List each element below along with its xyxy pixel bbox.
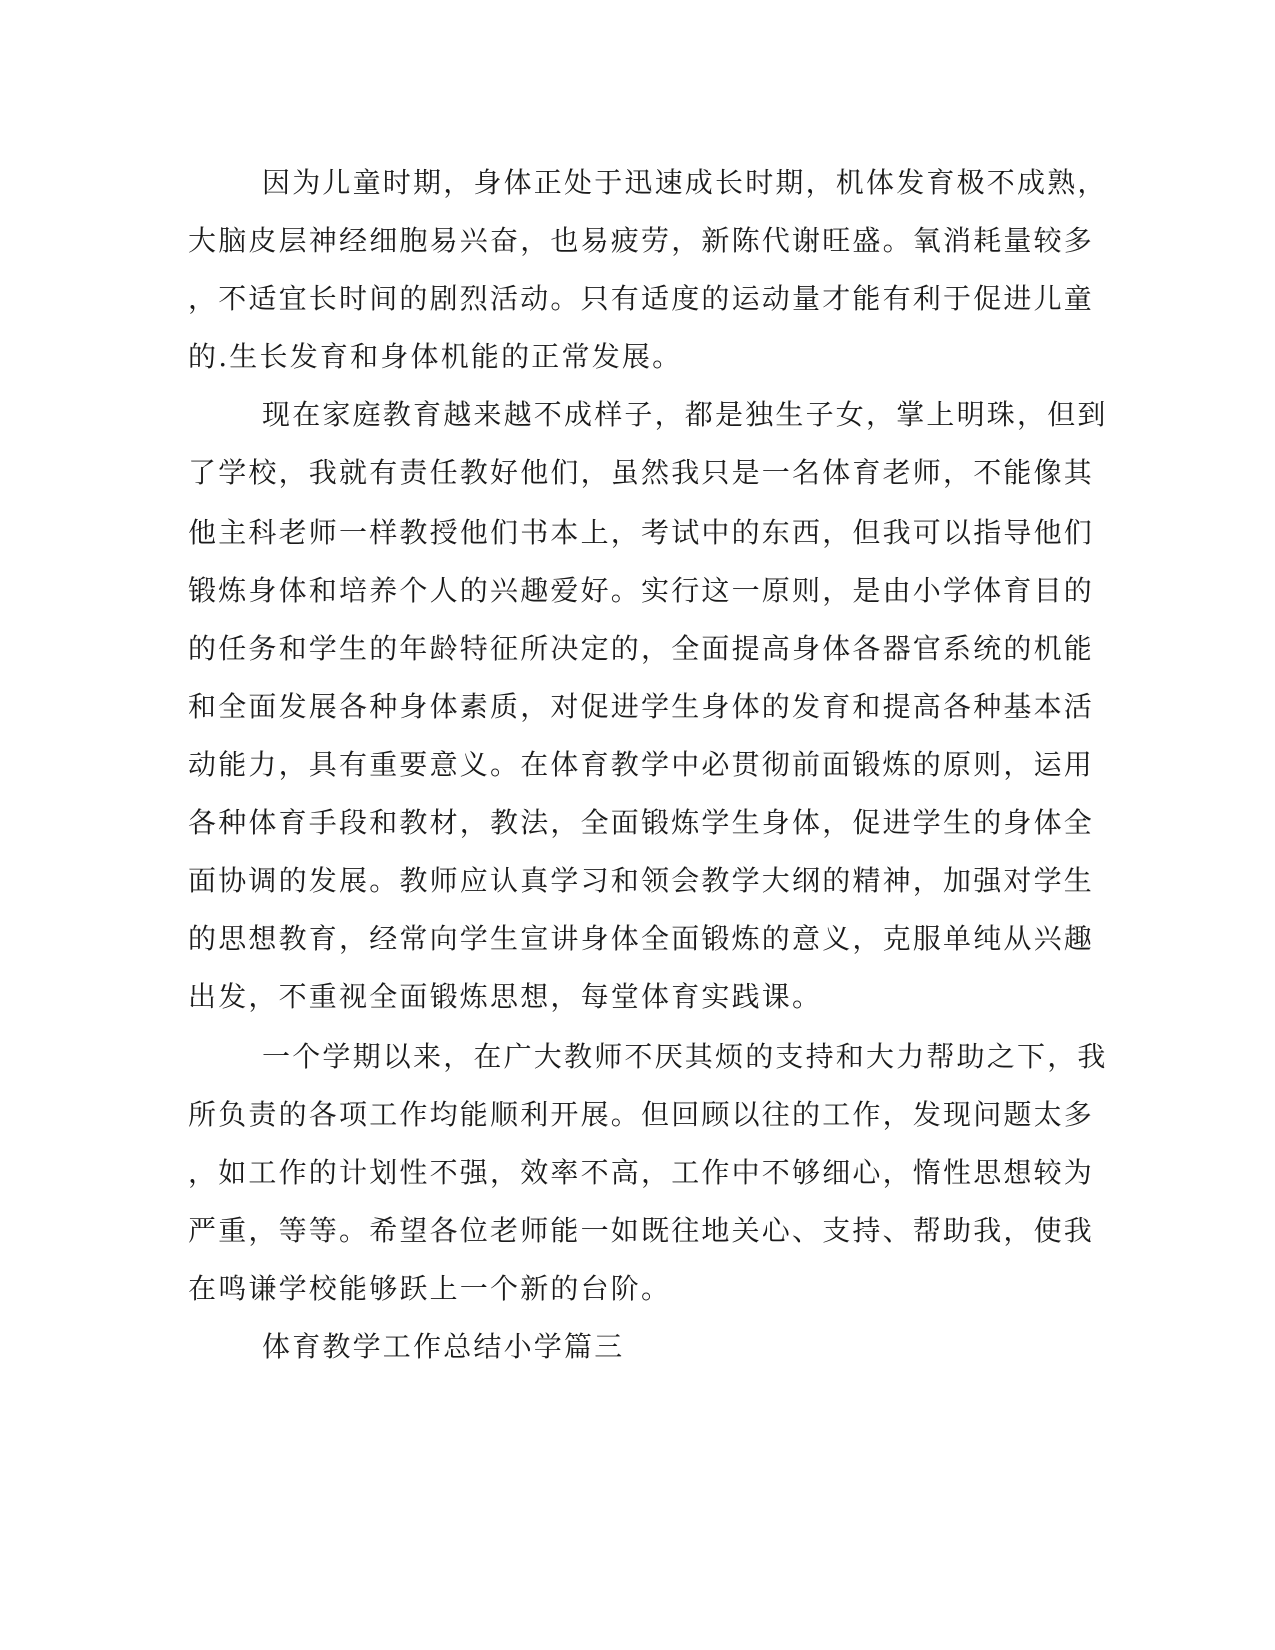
- paragraph-2-line-6: 和全面发展各种身体素质，对促进学生身体的发育和提高各种基本活: [188, 690, 1095, 723]
- paragraph-3-line-3: ，如工作的计划性不强，效率不高，工作中不够细心，惰性思想较为: [188, 1156, 1095, 1189]
- paragraph-2-line-3: 他主科老师一样教授他们书本上，考试中的东西，但我可以指导他们: [188, 516, 1095, 549]
- paragraph-2-line-9: 面协调的发展。教师应认真学习和领会教学大纲的精神，加强对学生: [188, 864, 1095, 897]
- paragraph-2-line-8: 各种体育手段和教材，教法，全面锻炼学生身体，促进学生的身体全: [188, 806, 1095, 839]
- paragraph-1-line-2: 大脑皮层神经细胞易兴奋，也易疲劳，新陈代谢旺盛。氧消耗量较多: [188, 224, 1095, 257]
- paragraph-3-line-4: 严重，等等。希望各位老师能一如既往地关心、支持、帮助我，使我: [188, 1214, 1095, 1247]
- paragraph-2-line-10: 的思想教育，经常向学生宣讲身体全面锻炼的意义，克服单纯从兴趣: [188, 922, 1095, 955]
- paragraph-1-line-1: 因为儿童时期，身体正处于迅速成长时期，机体发育极不成熟，: [262, 166, 1108, 199]
- paragraph-2-line-1: 现在家庭教育越来越不成样子，都是独生子女，掌上明珠，但到: [262, 398, 1108, 431]
- paragraph-3-line-5: 在鸣谦学校能够跃上一个新的台阶。: [188, 1272, 672, 1305]
- paragraph-1-line-3: ，不适宜长时间的剧烈活动。只有适度的运动量才能有利于促进儿童: [188, 282, 1095, 315]
- paragraph-3-line-1: 一个学期以来，在广大教师不厌其烦的支持和大力帮助之下，我: [262, 1040, 1108, 1073]
- paragraph-2-line-2: 了学校，我就有责任教好他们，虽然我只是一名体育老师，不能像其: [188, 456, 1095, 489]
- section-heading: 体育教学工作总结小学篇三: [262, 1330, 625, 1363]
- paragraph-2-line-11: 出发，不重视全面锻炼思想，每堂体育实践课。: [188, 980, 823, 1013]
- paragraph-2-line-5: 的任务和学生的年龄特征所决定的，全面提高身体各器官系统的机能: [188, 632, 1095, 665]
- paragraph-2-line-4: 锻炼身体和培养个人的兴趣爱好。实行这一原则，是由小学体育目的: [188, 574, 1095, 607]
- paragraph-1-line-4: 的.生长发育和身体机能的正常发展。: [188, 340, 683, 373]
- paragraph-3-line-2: 所负责的各项工作均能顺利开展。但回顾以往的工作，发现问题太多: [188, 1098, 1095, 1131]
- paragraph-2-line-7: 动能力，具有重要意义。在体育教学中必贯彻前面锻炼的原则，运用: [188, 748, 1095, 781]
